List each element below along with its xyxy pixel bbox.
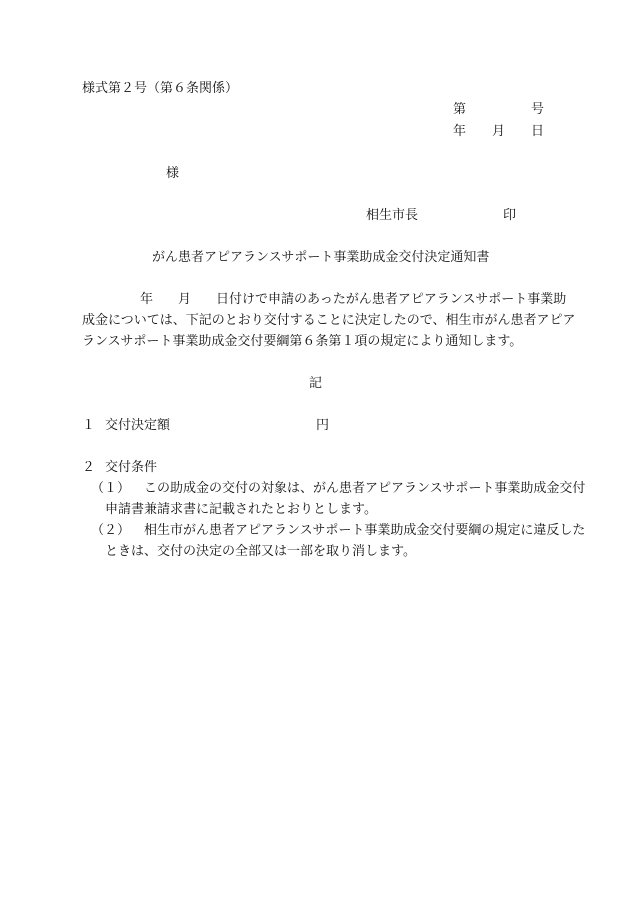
condition-2-line-1: 相生市がん患者アピアランスサポート事業助成金交付要綱の規定に違反した: [144, 523, 586, 538]
body-month: 月: [178, 292, 192, 307]
condition-2-line-2: ときは、交付の決定の全部又は一部を取り消します。: [105, 544, 416, 559]
number-prefix: 第: [453, 102, 467, 117]
ki-heading: 記: [309, 376, 323, 391]
condition-1-line-2: 申請書兼請求書に記載されたとおりとします。: [105, 502, 377, 517]
section2-number: ２: [82, 460, 96, 475]
date-year: 年: [453, 124, 467, 139]
body-line-2: 成金については、下記のとおり交付することに決定したので、相生市がん患者アピア: [82, 313, 576, 328]
number-suffix: 号: [531, 102, 545, 117]
section1-unit: 円: [316, 418, 330, 433]
issuer-title: 相生市長: [366, 208, 419, 223]
section1-number: １: [82, 418, 96, 433]
recipient-suffix: 様: [166, 166, 180, 181]
condition-1-number: （１）: [91, 481, 131, 496]
section1-label: 交付決定額: [105, 418, 171, 433]
body-line-3: ランスサポート事業助成金交付要綱第６条第１項の規定により通知します。: [82, 334, 523, 349]
date-month: 月: [492, 124, 506, 139]
condition-2-number: （２）: [91, 523, 131, 538]
body-line-1: 日付けで申請のあったがん患者アピアランスサポート事業助: [216, 292, 567, 307]
form-label: 様式第２号（第６条関係）: [82, 81, 239, 96]
document-title: がん患者アピアランスサポート事業助成金交付決定通知書: [152, 250, 490, 265]
date-day: 日: [531, 124, 545, 139]
condition-1-line-1: この助成金の交付の対象は、がん患者アピアランスサポート事業助成金交付: [144, 481, 586, 496]
body-year: 年: [140, 292, 154, 307]
issuer-seal: 印: [503, 208, 517, 223]
section2-label: 交付条件: [105, 460, 158, 475]
